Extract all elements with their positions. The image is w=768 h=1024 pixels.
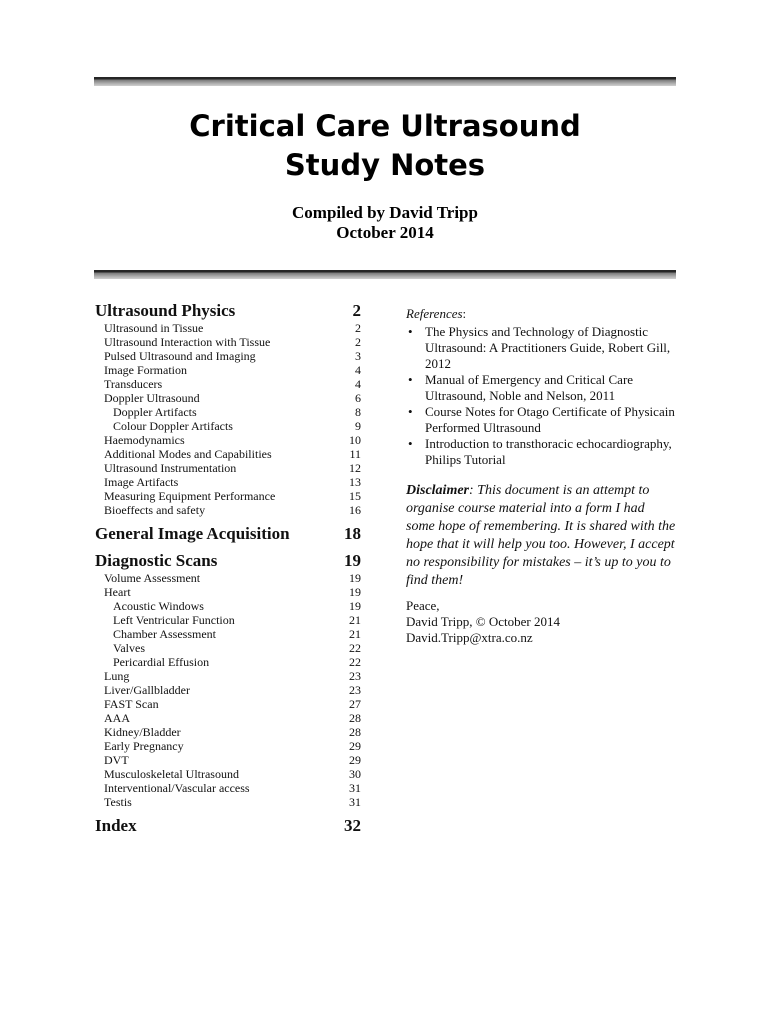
- toc-item[interactable]: [95, 767, 361, 781]
- toc-page: 29: [349, 753, 361, 767]
- toc-page: 16: [349, 503, 361, 517]
- disclaimer: [406, 482, 676, 590]
- reference-text: The Physics and Technology of Diagnostic Ultrasound: A Practitioners Guide, Robert Gill, 2012: [425, 324, 671, 371]
- toc-label: Ultrasound Physics: [95, 301, 236, 320]
- toc-page: 3: [355, 349, 361, 363]
- toc-item[interactable]: [95, 335, 361, 349]
- toc-label: General Image Acquisition: [95, 524, 290, 543]
- toc-label: Ultrasound Instrumentation: [104, 461, 237, 475]
- toc-item[interactable]: [95, 489, 361, 503]
- toc-item[interactable]: [95, 377, 361, 391]
- toc-label: Kidney/Bladder: [104, 725, 181, 739]
- toc-label: Testis: [104, 795, 132, 809]
- toc-label: DVT: [104, 753, 129, 767]
- toc-label: Musculoskeletal Ultrasound: [104, 767, 239, 781]
- toc-page: 23: [349, 669, 361, 683]
- toc-page: 15: [349, 489, 361, 503]
- toc-item[interactable]: [95, 725, 361, 739]
- bullet-icon: •: [408, 404, 413, 419]
- toc-label: Diagnostic Scans: [95, 551, 218, 570]
- toc-label: Doppler Artifacts: [113, 405, 197, 419]
- reference-item: [406, 404, 676, 436]
- toc-label: FAST Scan: [104, 697, 159, 711]
- toc-page: 9: [355, 419, 361, 433]
- toc-label: Colour Doppler Artifacts: [113, 419, 233, 433]
- reference-text: Introduction to transthoracic echocardiography, Philips Tutorial: [425, 436, 672, 467]
- toc-item[interactable]: [95, 321, 361, 335]
- signoff-email[interactable]: David.Tripp@xtra.co.nz: [406, 630, 533, 645]
- document-title-line2: Study Notes: [284, 148, 486, 182]
- signoff-name: David Tripp, © October 2014: [406, 614, 560, 629]
- toc-label: Bioeffects and safety: [104, 503, 206, 517]
- toc-item[interactable]: [95, 669, 361, 683]
- toc-page: 11: [349, 447, 361, 461]
- toc-heading-index[interactable]: [95, 816, 361, 836]
- toc-item[interactable]: [95, 753, 361, 767]
- reference-text: Course Notes for Otago Certificate of Physicain Performed Ultrasound: [425, 404, 675, 435]
- toc-item[interactable]: [95, 683, 361, 697]
- toc-item[interactable]: [95, 739, 361, 753]
- toc-label: Haemodynamics: [104, 433, 185, 447]
- toc-item[interactable]: [95, 503, 361, 517]
- toc-page: 13: [349, 475, 361, 489]
- toc-item[interactable]: [95, 475, 361, 489]
- toc-item[interactable]: [95, 627, 361, 641]
- reference-item: [406, 436, 676, 468]
- toc-item[interactable]: [95, 655, 361, 669]
- toc-item[interactable]: [95, 599, 361, 613]
- toc-page: 31: [349, 781, 361, 795]
- top-rule: [94, 77, 676, 86]
- toc-label: Ultrasound Interaction with Tissue: [104, 335, 271, 349]
- reference-item: [406, 324, 676, 372]
- document-title-line1: Critical Care Ultrasound: [189, 109, 581, 143]
- toc-item[interactable]: [95, 711, 361, 725]
- toc-label: Acoustic Windows: [113, 599, 204, 613]
- toc-label: Volume Assessment: [104, 571, 201, 585]
- toc-label: Index: [95, 816, 137, 835]
- toc-page: 2: [355, 335, 361, 349]
- document-date: October 2014: [336, 223, 434, 242]
- toc-page: 19: [349, 571, 361, 585]
- toc-item[interactable]: [95, 433, 361, 447]
- toc-item[interactable]: [95, 349, 361, 363]
- toc-item[interactable]: [95, 781, 361, 795]
- bullet-icon: •: [408, 436, 413, 451]
- references-heading-label: References: [406, 306, 463, 321]
- toc-item[interactable]: [95, 405, 361, 419]
- references-list: [406, 324, 676, 468]
- toc-page: 12: [349, 461, 361, 475]
- toc-page: 29: [349, 739, 361, 753]
- toc-item[interactable]: [95, 461, 361, 475]
- toc-page: 8: [355, 405, 361, 419]
- toc-page: 2: [355, 321, 361, 335]
- toc-item[interactable]: [95, 447, 361, 461]
- bullet-icon: •: [408, 324, 413, 339]
- section-rule: [94, 270, 676, 279]
- toc-label: Image Formation: [104, 363, 187, 377]
- toc-label: Image Artifacts: [104, 475, 179, 489]
- toc-page: 4: [355, 377, 361, 391]
- references-heading-colon: :: [462, 306, 467, 321]
- toc-item[interactable]: [95, 697, 361, 711]
- toc-label: Left Ventricular Function: [113, 613, 235, 627]
- signoff-greeting: Peace,: [406, 598, 440, 613]
- toc-page: 28: [349, 711, 361, 725]
- toc-label: Lung: [104, 669, 130, 683]
- toc-item[interactable]: [95, 571, 361, 585]
- compiled-by: Compiled by David Tripp: [292, 203, 478, 222]
- toc-label: Doppler Ultrasound: [104, 391, 200, 405]
- toc-label: Liver/Gallbladder: [104, 683, 190, 697]
- toc-item[interactable]: [95, 795, 361, 809]
- toc-page: 21: [349, 627, 361, 641]
- toc-page: 30: [349, 767, 361, 781]
- toc-item[interactable]: [95, 613, 361, 627]
- reference-text: Manual of Emergency and Critical Care Ultrasound, Noble and Nelson, 2011: [425, 372, 634, 403]
- toc-page: 10: [349, 433, 361, 447]
- disclaimer-label: Disclaimer: [406, 483, 469, 498]
- toc-heading-diagnostic-scans[interactable]: [95, 551, 361, 571]
- references-heading: [406, 306, 466, 322]
- toc-page: 32: [344, 816, 361, 835]
- toc-page: 31: [349, 795, 361, 809]
- toc-heading-general-image-acquisition[interactable]: [95, 524, 361, 544]
- toc-page: 23: [349, 683, 361, 697]
- toc-page: 22: [349, 641, 361, 655]
- toc-item[interactable]: [95, 391, 361, 405]
- toc-item[interactable]: [95, 585, 361, 599]
- toc-label: Measuring Equipment Performance: [104, 489, 276, 503]
- toc-page: 2: [352, 301, 361, 320]
- toc-page: 6: [355, 391, 361, 405]
- toc-page: 19: [349, 585, 361, 599]
- toc-label: Valves: [113, 641, 145, 655]
- toc-page: 19: [349, 599, 361, 613]
- toc-label: Transducers: [104, 377, 163, 391]
- toc-page: 28: [349, 725, 361, 739]
- toc-label: Pulsed Ultrasound and Imaging: [104, 349, 256, 363]
- bullet-icon: •: [408, 372, 413, 387]
- toc-label: Chamber Assessment: [113, 627, 216, 641]
- disclaimer-text: : This document is an attempt to organise course material into a form I had some hope of remembering. It is shared with the hope that it will help you too. However, I accept no responsibility for mistakes – it’s up to you to find them!: [406, 483, 676, 588]
- toc-page: 22: [349, 655, 361, 669]
- toc-heading-ultrasound-physics[interactable]: [95, 301, 361, 321]
- toc-item[interactable]: [95, 419, 361, 433]
- toc-page: 4: [355, 363, 361, 377]
- toc-page: 19: [344, 551, 361, 570]
- toc-label: Heart: [104, 585, 131, 599]
- reference-item: [406, 372, 676, 404]
- toc-label: AAA: [104, 711, 130, 725]
- toc-label: Ultrasound in Tissue: [104, 321, 204, 335]
- toc-label: Early Pregnancy: [104, 739, 184, 753]
- toc-label: Pericardial Effusion: [113, 655, 210, 669]
- toc-item[interactable]: [95, 363, 361, 377]
- toc-page: 21: [349, 613, 361, 627]
- toc-page: 18: [344, 524, 361, 543]
- toc-label: Interventional/Vascular access: [104, 781, 250, 795]
- toc-item[interactable]: [95, 641, 361, 655]
- toc-page: 27: [349, 697, 361, 711]
- toc-label: Additional Modes and Capabilities: [104, 447, 272, 461]
